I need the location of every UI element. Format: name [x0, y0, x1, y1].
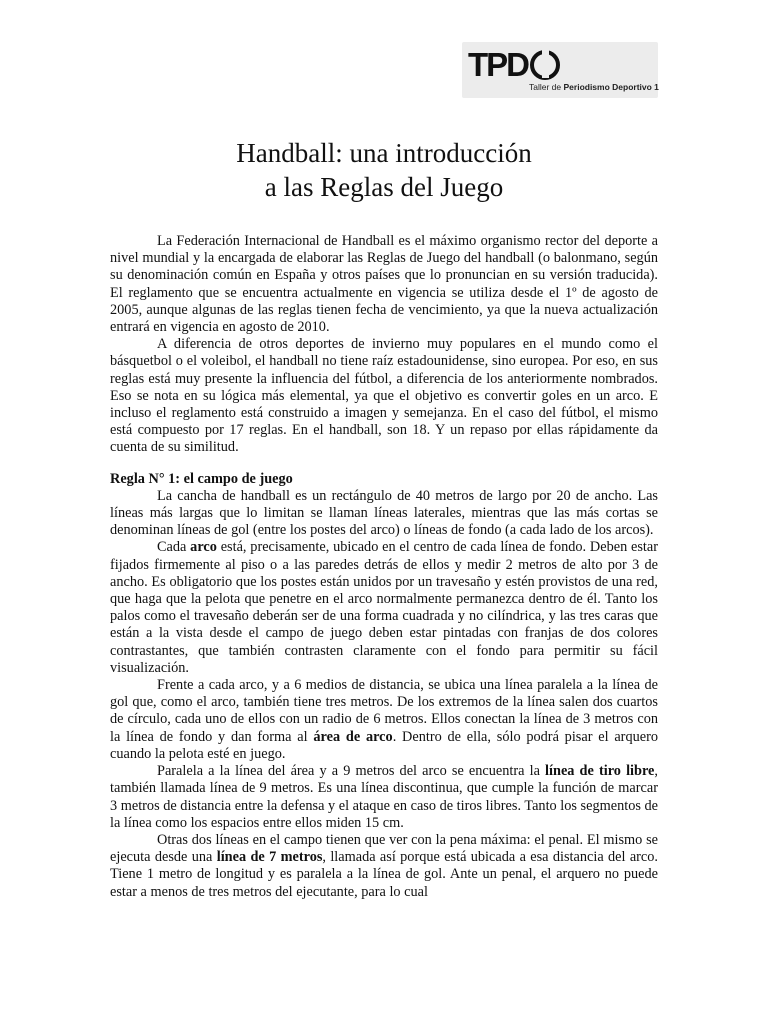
document-title [0, 136, 768, 204]
intro-paragraph-1: La Federación Internacional de Handball es el máximo organismo rector del deporte a nivel mundial y la encargada de elaborar las Reglas de Juego del handball (o balonmano, según su denominación común en España y otros países que lo pronuncian en su versión traducida). El reglamento que se encuentra actualmente en vigencia se utiliza desde el 1º de agosto de 2005, aunque algunas de las reglas tienen fecha de vencimiento, ya que la nueva actualización entrará en vigencia en agosto de 2010. [110, 233, 658, 336]
logo-tagline-bold: Periodismo Deportivo 1 [563, 82, 659, 92]
logo-mark [468, 46, 560, 84]
section-paragraph-2 [110, 539, 658, 677]
logo-tagline [529, 82, 659, 92]
document-body [110, 233, 658, 901]
p4-term-tiro-libre: línea de tiro libre [545, 763, 655, 780]
section-paragraph-5 [110, 832, 658, 901]
intro-paragraph-2: A diferencia de otros deportes de invierno muy populares en el mundo como el básquetbol o el voleibol, el handball no tiene raíz estadounidense, sino europea. Por eso, en sus reglas está muy presente la influencia del fútbol, a diferencia de los anteriormente nombrados. Eso se nota en su lógica más elemental, ya que el objetivo es convertir goles en un arco. E incluso el reglamento está construido a imagen y semejanza. En el caso del fútbol, el mismo está compuesto por 17 reglas. En el handball, son 18. Y un repaso por ellas rápidamente da cuenta de su similitud. [110, 336, 658, 456]
logo-ring-icon [530, 50, 560, 80]
title-line-2: a las Reglas del Juego [264, 172, 504, 202]
section-heading-regla-1: Regla N° 1: el campo de juego [110, 470, 293, 487]
p2-text-c: está, precisamente, ubicado en el centro de cada línea de fondo. Deben estar fijados firmemente al piso o a las paredes detrás de ellos y medir 2 metros de alto por 3 de ancho. Es obligatorio que los postes están unidos por un travesaño y estén provistos de una red, que haga que la pelota que penetre en el arco normalmente permanezca dentro de él. Tanto los palos como el travesaño deberán ser de una forma cuadrada y no cilíndrica, y las tres caras que están a la vista desde el campo de juego deben estar pintadas con franjas de dos colores contrastantes, que también contrasten claramente con el fondo para permitir su fácil visualización. [110, 539, 658, 676]
tpd-logo [462, 42, 658, 98]
p3-text-a: Frente a cada arco, y a 6 medios de distancia, se ubica una línea paralela a la línea de gol que, como el arco, también tiene tres metros. De los extremos de la línea salen dos cuartos de círculo, cada uno de ellos con un radio de 6 metros. Ellos conectan la línea de 3 metros con la línea de fondo y dan forma al [110, 677, 658, 745]
p5-text-c: , llamada así porque está ubicada a esa distancia del arco. Tiene 1 metro de longitud y es paralela a la línea de gol. Ante un penal, el arquero no puede estar a menos de tres metros del ejecutante, para lo cual [110, 849, 658, 900]
section-gap [110, 457, 658, 471]
p5-text-a: Otras dos líneas en el campo tienen que ver con la pena máxima: el penal. El mismo se ejecuta desde una [110, 831, 658, 866]
p4-text-a: Paralela a la línea del área y a 9 metros del arco se encuentra la [157, 763, 546, 780]
p3-text-c: . Dentro de ella, sólo podrá pisar el arquero cuando la pelota esté en juego. [110, 728, 658, 762]
p5-term-7-metros: línea de 7 metros [216, 849, 323, 866]
section-paragraph-1: La cancha de handball es un rectángulo de 40 metros de largo por 20 de ancho. Las líneas más largas que lo limitan se llaman líneas laterales, mientras que las más cortas se denominan líneas de gol (entre los postes del arco) o líneas de fondo (a cada lado de los arcos). [110, 487, 658, 539]
title-line-1: Handball: una introducción [236, 138, 532, 168]
p2-term-arco: arco [190, 539, 217, 556]
section-paragraph-4 [110, 763, 658, 832]
logo-letters: TPD [468, 46, 528, 83]
logo-tagline-prefix: Taller de [529, 82, 564, 92]
p2-text-a: Cada [157, 539, 191, 556]
section-paragraph-3 [110, 677, 658, 763]
p3-term-area: área de arco [313, 728, 393, 745]
p4-text-c: , también llamada línea de 9 metros. Es una línea discontinua, que cumple la función de marcar 3 metros de distancia entre la defensa y el ataque en caso de tiros libres. Tanto los segmentos de la línea como los espacios entre ellos miden 15 cm. [110, 763, 658, 831]
